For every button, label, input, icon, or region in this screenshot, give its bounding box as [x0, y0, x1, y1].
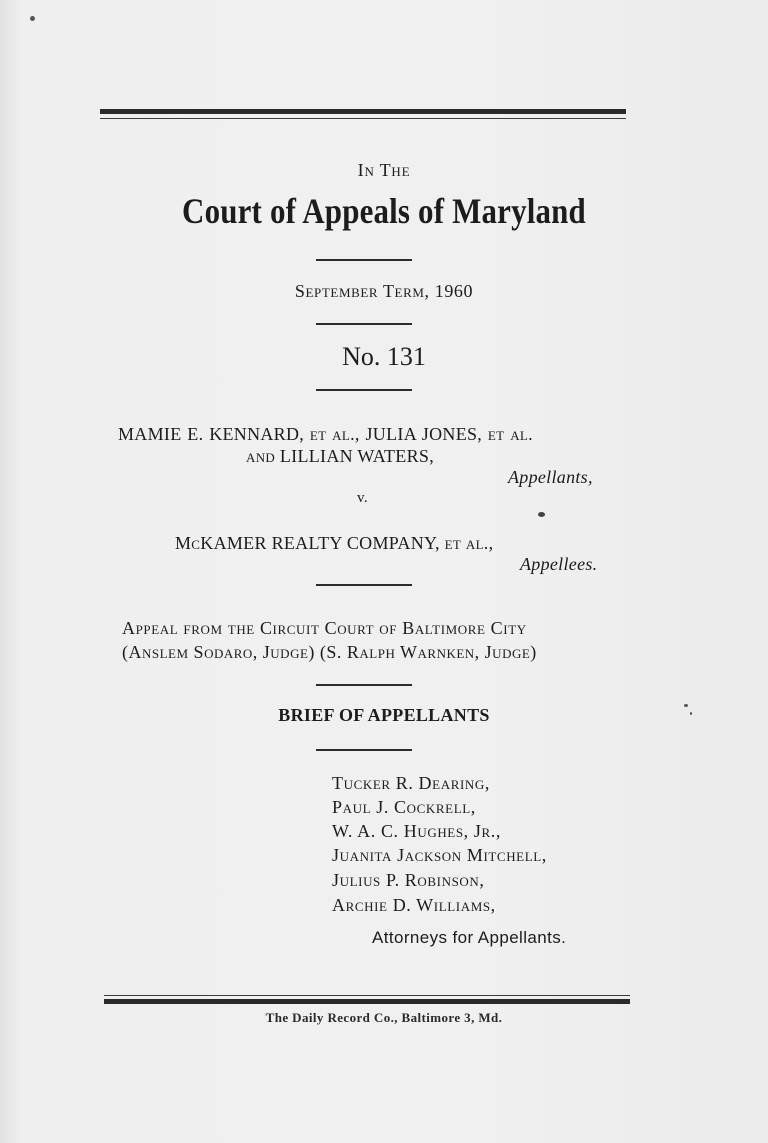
attorney-name: W. A. C. Hughes, Jr.,: [332, 821, 501, 841]
divider: [316, 323, 412, 325]
divider: [316, 389, 412, 391]
attorney-name: Tucker R. Dearing,: [332, 773, 490, 793]
divider: [316, 584, 412, 586]
appeal-line-1: Appeal from the Circuit Court of Baltimore City: [122, 618, 527, 638]
divider: [316, 684, 412, 686]
printer-credit: The Daily Record Co., Baltimore 3, Md.: [265, 1010, 503, 1025]
divider: [316, 259, 412, 261]
versus-label: v.: [357, 490, 368, 506]
scan-speck: [538, 512, 545, 517]
court-title-wrap: [0, 190, 768, 232]
attorneys-role: Attorneys for Appellants.: [372, 928, 567, 947]
appellees-line: McKAMER REALTY COMPANY, et al.,: [175, 533, 494, 553]
top-rule-thin: [100, 118, 626, 119]
bottom-rule-thick: [104, 999, 630, 1004]
attorney-name: Paul J. Cockrell,: [332, 797, 476, 817]
appellants-line-2: and LILLIAN WATERS,: [246, 446, 435, 466]
appellees-role: Appellees.: [520, 554, 598, 574]
appellants-names-1: MAMIE E. KENNARD, et al., JULIA JONES, et al.: [118, 424, 533, 444]
top-rule-thick: [100, 109, 626, 114]
court-title: Court of Appeals of Maryland: [182, 191, 586, 231]
attorney-name: Archie D. Williams,: [332, 895, 496, 915]
case-number: No. 131: [342, 342, 426, 371]
scan-speck: [30, 16, 35, 21]
brief-title: BRIEF OF APPELLANTS: [278, 705, 490, 725]
bottom-rule-thin: [104, 995, 630, 996]
appellants-role: Appellants,: [508, 467, 593, 487]
term-label: September Term, 1960: [294, 281, 474, 301]
appeal-line-2: (Anslem Sodaro, Judge) (S. Ralph Warnken, Judge): [122, 642, 537, 662]
attorney-name: Julius P. Robinson,: [332, 870, 485, 890]
attorney-name: Juanita Jackson Mitchell,: [332, 845, 547, 865]
in-the-label: In The: [357, 160, 411, 180]
appellants-line-1: [118, 424, 533, 445]
divider: [316, 749, 412, 751]
